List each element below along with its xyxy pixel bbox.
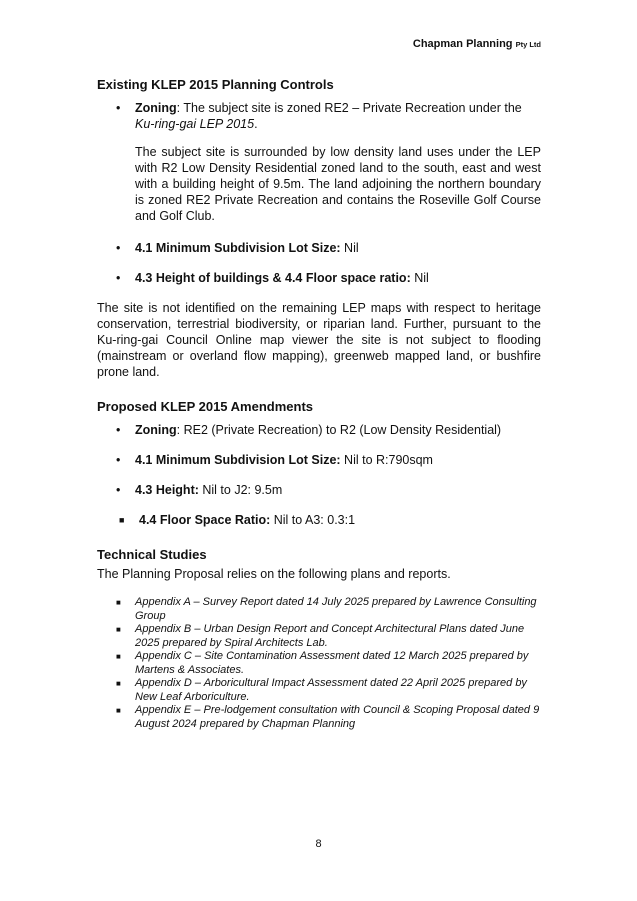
- proposed-item: [97, 482, 541, 498]
- bullet-lot-size: [97, 240, 541, 256]
- square-bullet: ■: [116, 625, 121, 634]
- bullet-text: Nil to J2: 9.5m: [198, 483, 283, 497]
- square-bullet: ■: [116, 706, 121, 715]
- proposed-item: [97, 452, 541, 468]
- bullet-height-fsr: [97, 270, 541, 286]
- page-body: [97, 76, 541, 731]
- proposed-item: [97, 422, 541, 438]
- bullet-label: 4.3 Height:: [135, 483, 199, 497]
- bullet-dot: •: [116, 483, 121, 497]
- bullet-text: Nil: [340, 241, 359, 255]
- bullet-text: Nil to A3: 0.3:1: [270, 513, 356, 527]
- bullet-label: 4.3 Height of buildings & 4.4 Floor space ratio:: [135, 271, 411, 285]
- bullet-label: 4.4 Floor Space Ratio:: [139, 513, 271, 527]
- section-heading-proposed: Proposed KLEP 2015 Amendments: [97, 399, 314, 414]
- surround-paragraph: The subject site is surrounded by low density land uses under the LEP with R2 Low Density Residential zoned land to the south, east and west with a building height of 9.5m. The land adjoining the northern boundary is zoned RE2 Private Recreation and contains the Roseville Golf Course and Golf Club.: [135, 145, 541, 223]
- appendix-text: Appendix A – Survey Report dated 14 July 2025 prepared by Lawrence Consulting Group: [135, 596, 537, 622]
- bullet-label: 4.1 Minimum Subdivision Lot Size:: [135, 241, 341, 255]
- bullet-italic: Ku-ring-gai LEP 2015: [135, 117, 255, 131]
- appendix-item: [97, 650, 541, 677]
- appendix-list: [97, 596, 541, 731]
- square-bullet: ■: [119, 515, 125, 525]
- bullet-dot: •: [116, 271, 121, 285]
- appendix-item: [97, 704, 541, 731]
- bullet-text: Nil: [410, 271, 429, 285]
- appendix-item: [97, 677, 541, 704]
- appendix-text: Appendix D – Arboricultural Impact Assessment dated 22 April 2025 prepared by New Leaf Arboriculture.: [135, 677, 527, 703]
- section-heading-existing: Existing KLEP 2015 Planning Controls: [97, 77, 334, 92]
- appendix-text: Appendix C – Site Contamination Assessment dated 12 March 2025 prepared by Martens & Associates.: [135, 650, 529, 676]
- technical-intro: The Planning Proposal relies on the following plans and reports.: [97, 567, 451, 581]
- bullet-dot: •: [116, 423, 121, 437]
- page-header: [413, 38, 541, 50]
- bullet-zoning: [97, 100, 541, 132]
- bullet-text: Nil to R:790sqm: [340, 453, 433, 467]
- bullet-end: .: [254, 117, 258, 131]
- bullet-dot: •: [116, 241, 121, 255]
- bullet-label: Zoning: [135, 423, 177, 437]
- appendix-text: Appendix B – Urban Design Report and Concept Architectural Plans dated June 2025 prepared by Spiral Architects Lab.: [135, 623, 525, 649]
- bullet-dot: •: [116, 101, 121, 115]
- bullet-text: : The subject site is zoned RE2 – Private Recreation under the: [176, 101, 522, 115]
- appendix-item: [97, 623, 541, 650]
- square-bullet: ■: [116, 598, 121, 607]
- bullet-label: 4.1 Minimum Subdivision Lot Size:: [135, 453, 341, 467]
- appendix-item: [97, 596, 541, 623]
- section-heading-technical: Technical Studies: [97, 547, 207, 562]
- page-number: 8: [315, 838, 322, 850]
- proposed-item: [97, 512, 541, 528]
- appendix-text: Appendix E – Pre-lodgement consultation with Council & Scoping Proposal dated 9 August 2024 prepared by Chapman Planning: [135, 704, 540, 730]
- bullet-dot: •: [116, 453, 121, 467]
- square-bullet: ■: [116, 679, 121, 688]
- bullet-label: Zoning: [135, 101, 177, 115]
- bullet-text: : RE2 (Private Recreation) to R2 (Low Density Residential): [176, 423, 502, 437]
- header-suffix: Pty Ltd: [515, 40, 541, 49]
- header-company: Chapman Planning: [412, 38, 513, 50]
- lep-maps-paragraph: The site is not identified on the remaining LEP maps with respect to heritage conservation, terrestrial biodiversity, or riparian land. Further, pursuant to the Ku-ring-gai Council Online map viewer the site is not subject to flooding (mainstream or overland flow mapping), greenweb mapped land, or bushfire prone land.: [97, 301, 541, 379]
- square-bullet: ■: [116, 652, 121, 661]
